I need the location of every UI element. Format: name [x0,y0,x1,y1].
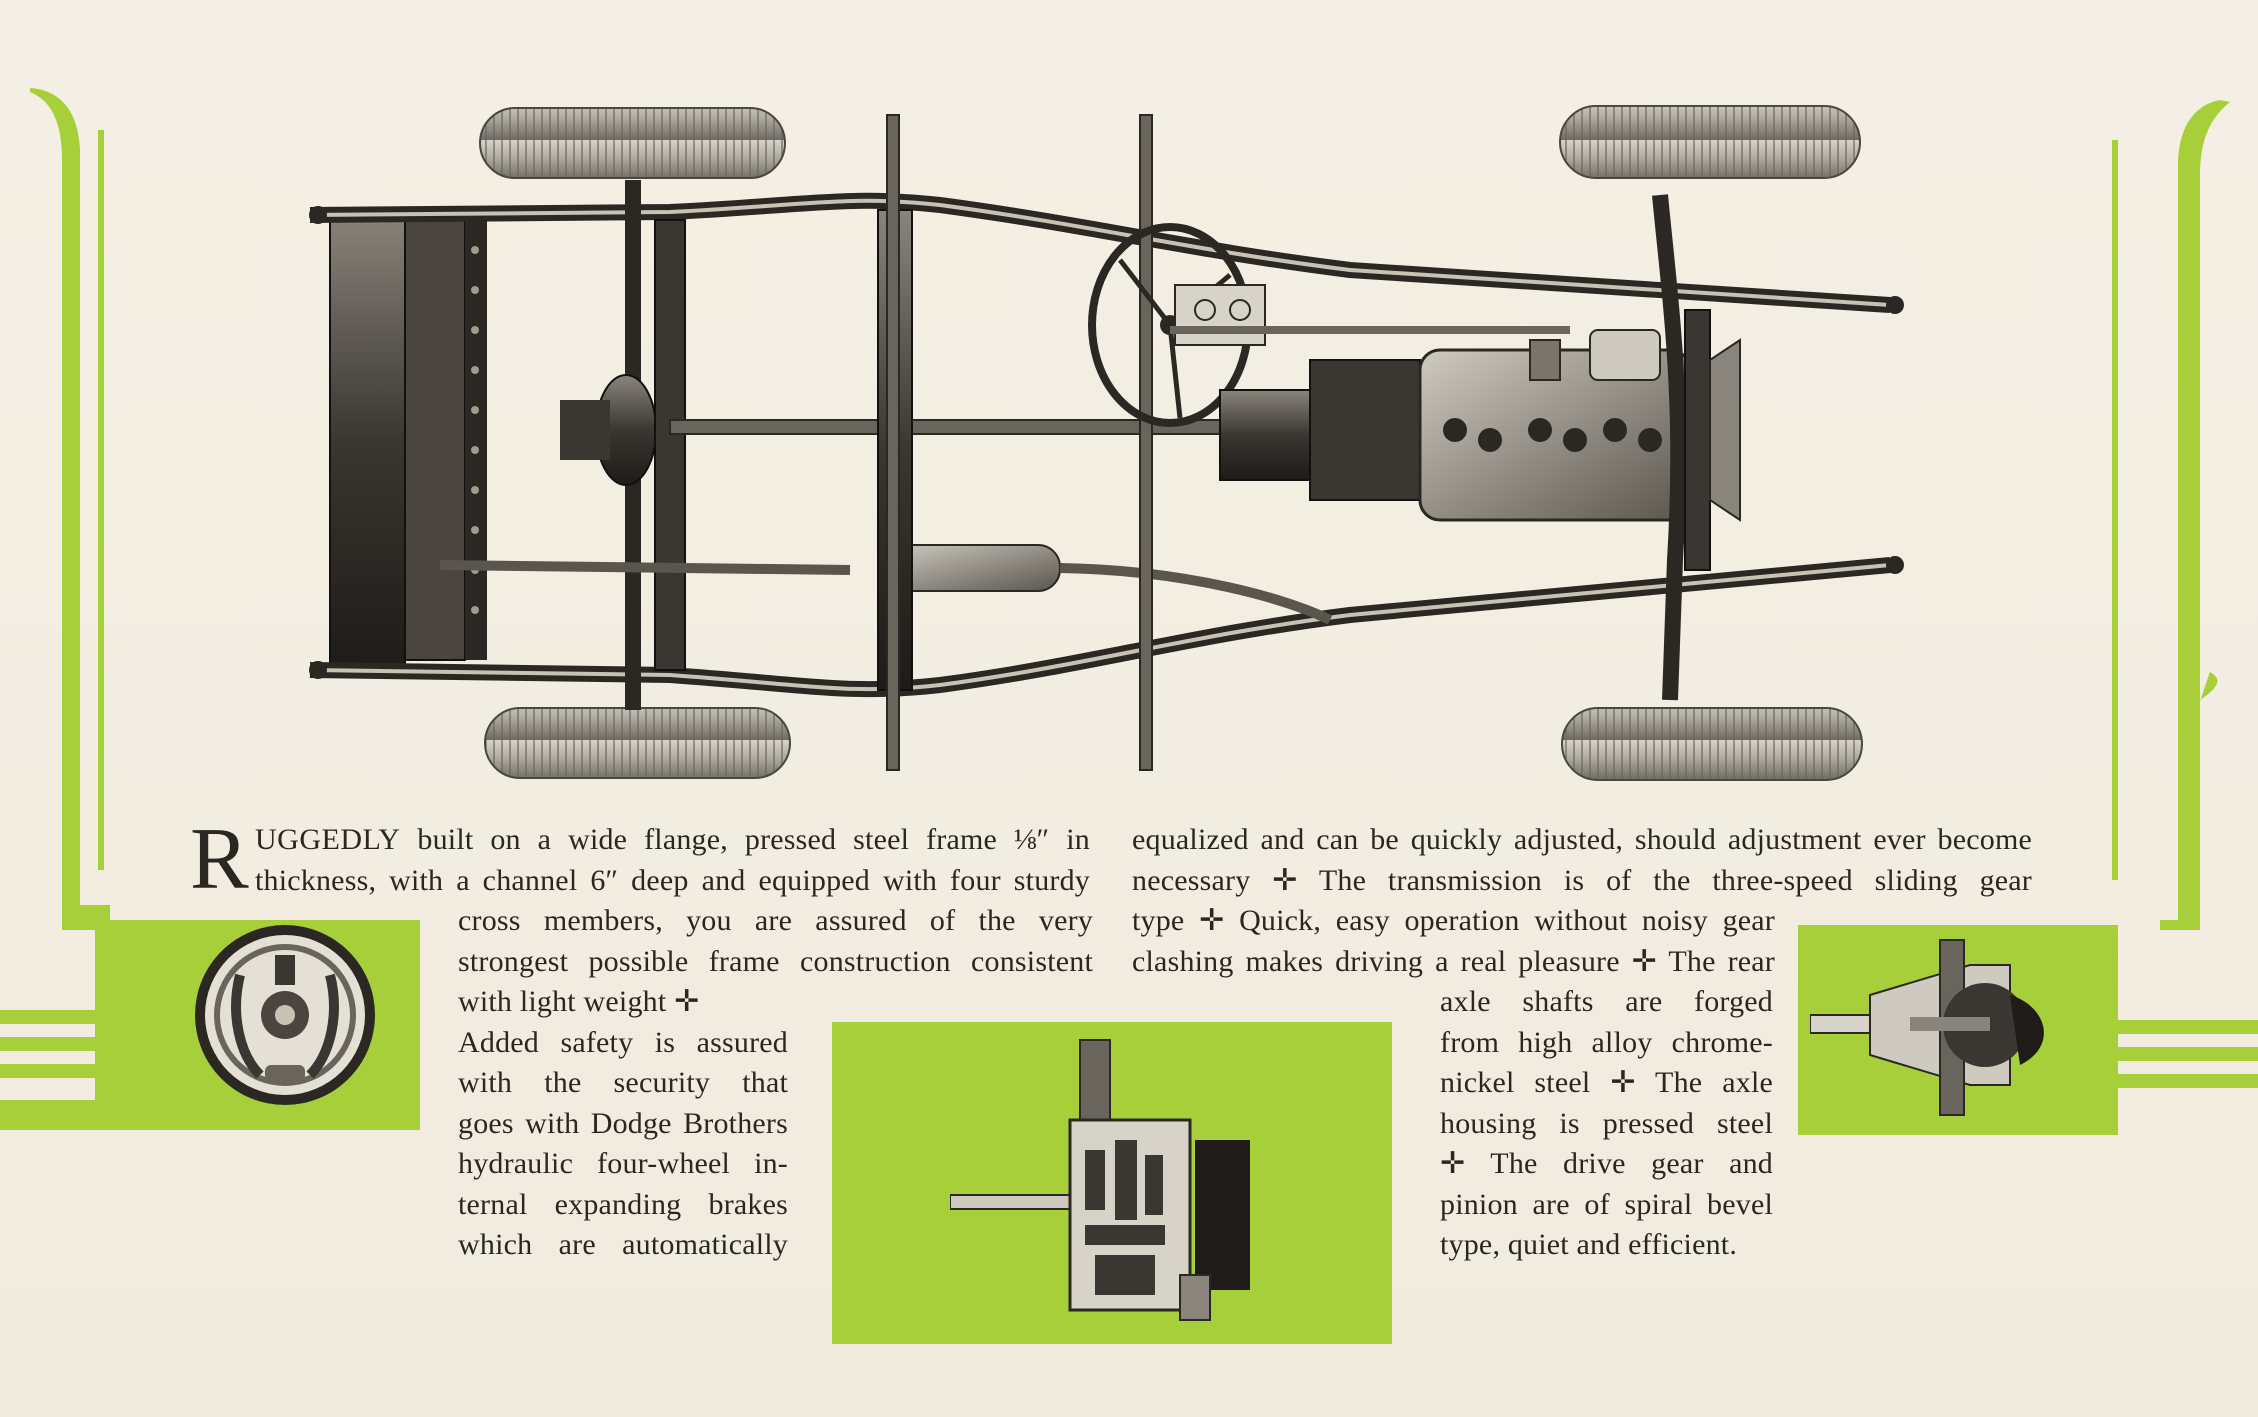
text-line [255,820,1090,861]
text-line-3: cross members, you are assured of the very [458,904,1093,937]
left-band-base [0,1100,95,1130]
r-text-line-6: from high alloy chrome- [1440,1025,1773,1059]
text-line-11: which are automatically [458,1228,788,1261]
engine-block [1420,330,1690,520]
text-line-2: thickness, with a channel 6″ deep and equipped with four sturdy [255,863,1090,897]
r-text-line-7: nickel steel ✛ The axle [1440,1066,1773,1099]
text-line-9: hydraulic four-wheel in- [458,1147,788,1180]
text-line-6: Added safety is assured [458,1025,788,1059]
text-line-10: ternal expanding brakes [458,1187,788,1221]
brake-drum-illustration [190,915,380,1115]
text-line-4: strongest possible frame construction consistent [458,944,1093,978]
r-text-line-8: housing is pressed steel [1440,1106,1773,1140]
r-text-line-1: equalized and can be quickly adjusted, should adjustment ever become [1132,823,2032,856]
rear-right-tire [485,708,790,778]
right-stripe-3 [2118,1074,2258,1088]
right-column-text-narrow [1440,982,1773,1266]
r-text-line-5: axle shafts are forged [1440,985,1773,1018]
front-left-tire [1560,106,1860,178]
left-stripe-2 [0,1037,95,1051]
r-text-line-2: necessary ✛ The transmission is of the three-speed sliding gear [1132,863,2032,897]
left-column-text [255,820,1090,901]
right-column-text-cont [1132,901,1775,982]
left-column-text-cont [458,901,1093,982]
text-line-5: with light weight ✛ [458,985,700,1018]
text-line-8: goes with Dodge Brothers [458,1106,788,1140]
rear-axle-illustration [1810,935,2090,1120]
rear-left-tire [480,108,785,178]
text-line-7: with the security that [458,1066,788,1099]
r-text-line-3: type ✛ Quick, easy operation without noisy gear [1132,904,1775,937]
left-stripe-1 [0,1010,95,1024]
r-text-line-10: pinion are of spiral bevel [1440,1187,1773,1221]
right-stripe-2 [2118,1047,2258,1061]
right-column-text [1132,820,2032,901]
drop-cap: R [190,811,249,908]
r-text-line-11: type, quiet and efficient. [1440,1228,1738,1261]
left-column-text-narrow [458,982,788,1266]
transmission-illustration [950,1030,1280,1330]
right-stripe-1 [2118,1020,2258,1034]
text-line-1: built on a wide flange, pressed steel frame ⅛″ in [400,823,1090,856]
r-text-line-9: ✛ The drive gear and [1440,1147,1773,1180]
front-right-tire [1562,708,1862,780]
lead-smallcaps: UGGEDLY [255,823,401,856]
r-text-line-4: clashing makes driving a real pleasure ✛ The rear [1132,944,1775,978]
left-stripe-3 [0,1064,95,1078]
chassis-illustration [290,100,1930,790]
